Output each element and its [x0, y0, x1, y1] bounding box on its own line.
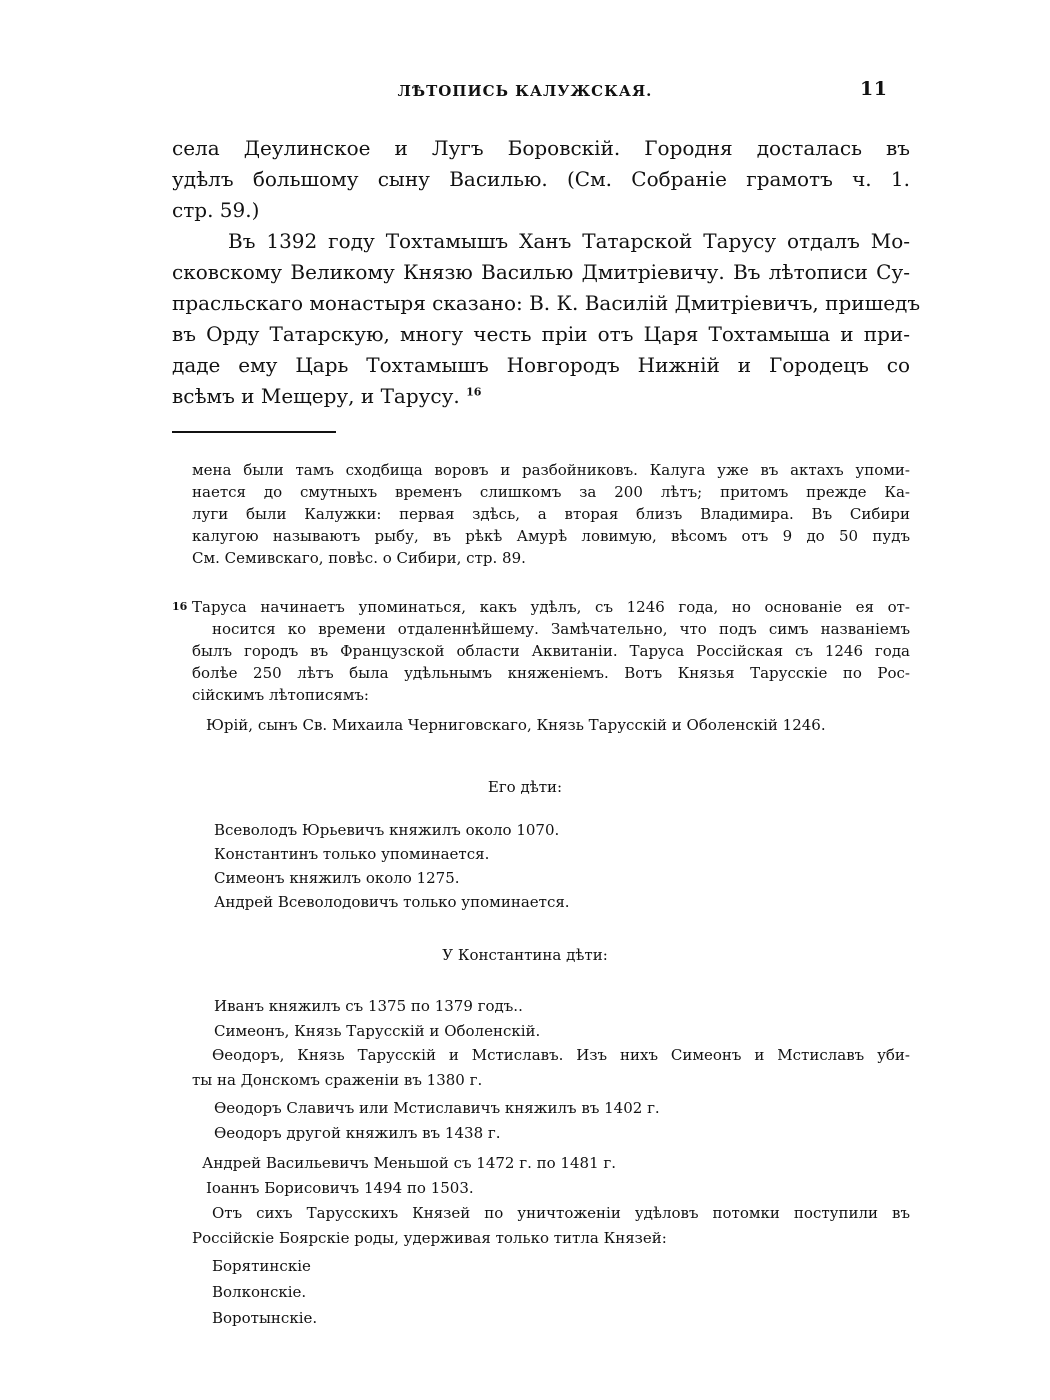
footnote-separator	[172, 431, 336, 433]
footnote-line: Россійскіе Боярскіе роды, удерживая только титла Князей:	[192, 1229, 667, 1247]
footnote-continued	[192, 459, 910, 569]
ioann-entry: Іоаннъ Борисовичъ 1494 по 1503.	[206, 1179, 474, 1197]
body-line: удѣлъ большому сыну Василью. (См. Собраніе грамотъ ч. 1.	[172, 167, 910, 191]
list-item: Ѳеодоръ другой княжилъ въ 1438 г.	[214, 1124, 501, 1142]
footnote-line: болѣе 250 лѣтъ была удѣльнымъ княженіемъ. Вотъ Князья Тарусскіе по Рос-	[192, 664, 910, 682]
list-item: Симеонъ, Князь Тарусскій и Оболенскій.	[214, 1022, 541, 1040]
body-line: сковскому Великому Князю Василью Дмитріевичу. Въ лѣтописи Су-	[172, 260, 910, 284]
list-item: Иванъ княжилъ съ 1375 по 1379 годъ..	[214, 997, 523, 1015]
footnote-line: былъ городъ въ Французской области Аквитаніи. Таруса Россійская съ 1246 года	[192, 642, 910, 660]
summary-paragraph	[192, 1201, 910, 1251]
body-line: прасльскаго монастыря сказано: В. К. Василій Дмитріевичъ, пришедъ	[172, 291, 921, 315]
footnote-line: калугою называютъ рыбу, въ рѣкѣ Амурѣ ловимую, вѣсомъ отъ 9 до 50 пудъ	[192, 527, 910, 545]
list-item: Симеонъ княжилъ около 1275.	[214, 869, 460, 887]
konstantin-heading: У Константина дѣти:	[442, 946, 608, 964]
andrei-entry: Андрей Васильевичъ Меньшой съ 1472 г. по 1481 г.	[202, 1154, 617, 1172]
list-item: Борятинскіе	[212, 1257, 311, 1275]
list-item: Андрей Всеволодовичъ только упоминается.	[214, 893, 570, 911]
body-line: села Деулинское и Лугъ Боровскій. Городня досталась въ	[172, 136, 910, 160]
children-heading: Его дѣти:	[487, 778, 563, 796]
footnote-line: нается до смутныхъ временъ слишкомъ за 200 лѣтъ; притомъ прежде Ка-	[192, 483, 910, 501]
body-line: даде ему Царь Тохтамышъ Новгородъ Нижній и Городецъ со	[172, 353, 910, 377]
list-item: Ѳеодоръ Славичъ или Мстиславичъ княжилъ въ 1402 г.	[214, 1099, 660, 1117]
families-list	[212, 1253, 317, 1331]
footnote-line: мена были тамъ сходбища воровъ и разбойниковъ. Калуга уже въ актахъ упоми-	[192, 461, 910, 479]
running-header: ЛѢТОПИСЬ КАЛУЖСКАЯ.	[397, 82, 653, 100]
page-number: 11	[860, 78, 888, 100]
footnote-line: Ѳеодоръ, Князь Тарусскій и Мстиславъ. Изъ нихъ Симеонъ и Мстиславъ уби-	[212, 1046, 910, 1064]
footnote-line: луги были Калужки: первая здѣсь, а вторая близъ Владимира. Въ Сибири	[192, 505, 910, 523]
children-list	[214, 818, 570, 914]
feodor-list	[214, 1096, 660, 1146]
footnote-line: Таруса начинаетъ упоминаться, какъ удѣлъ, съ 1246 года, но основаніе ея от-	[192, 598, 910, 616]
list-item: Воротынскіе.	[212, 1309, 318, 1327]
footnote-number: 16	[172, 600, 188, 613]
body-line-last	[172, 381, 910, 412]
body-line: стр. 59.)	[172, 198, 260, 222]
list-item: Константинъ только упоминается.	[214, 845, 490, 863]
footnote-line: сійскимъ лѣтописямъ:	[192, 686, 369, 704]
list-item: Всеволодъ Юрьевичъ княжилъ около 1070.	[214, 821, 560, 839]
footnote-line: носится ко времени отдаленнѣйшему. Замѣчательно, что подъ симъ названіемъ	[212, 620, 910, 638]
body-line: въ Орду Татарскую, многу честь пріи отъ Царя Тохтамыша и при-	[172, 322, 910, 346]
body-line-text: всѣмъ и Мещеру, и Тарусу.	[172, 384, 460, 408]
footnote-line: См. Семивскаго, повѣс. о Сибири, стр. 89.	[192, 549, 526, 567]
footnote-16	[172, 596, 910, 736]
list-item: Волконскіе.	[212, 1283, 307, 1301]
footnote-line: Отъ сихъ Тарусскихъ Князей по уничтоженіи удѣловъ потомки поступили въ	[212, 1204, 910, 1222]
body-line: Въ 1392 году Тохтамышъ Ханъ Татарской Тарусу отдалъ Мо-	[228, 229, 910, 253]
main-text	[172, 133, 921, 412]
footnote-line: ты на Донскомъ сраженіи въ 1380 г.	[192, 1071, 483, 1089]
konstantin-children-list	[214, 994, 540, 1044]
feodor-entry	[192, 1043, 910, 1093]
footnote-reference: 16	[466, 385, 482, 399]
footnote-line: Юрій, сынъ Св. Михаила Черниговскаго, Князь Тарусскій и Оболенскій 1246.	[206, 716, 826, 734]
